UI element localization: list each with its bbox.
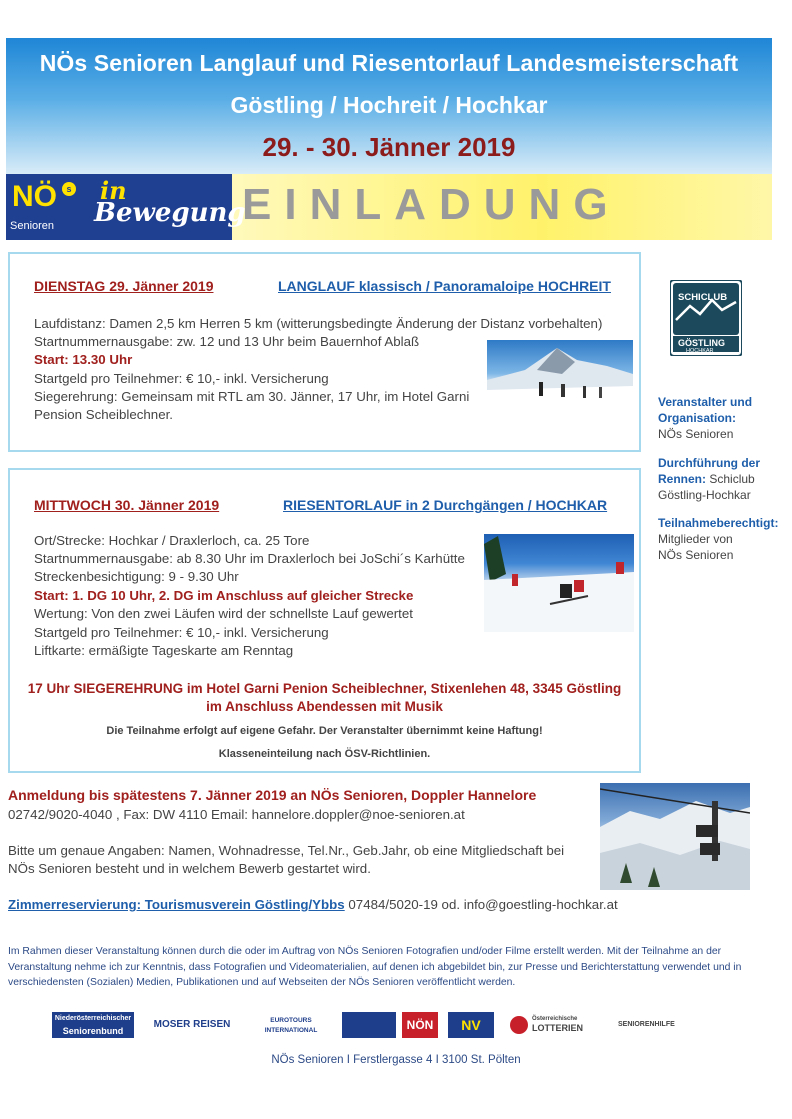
cross-country-photo (487, 340, 633, 414)
room-reservation-contact: 07484/5020-19 od. info@goestling-hochkar.at (344, 897, 618, 912)
invitation-banner (6, 174, 772, 240)
day1-line: Startnummernausgabe: zw. 12 und 13 Uhr beim Bauernhof Ablaß (34, 334, 420, 349)
schiclub-logo (670, 280, 742, 356)
event-location: Göstling / Hochreit / Hochkar (230, 92, 548, 118)
footer-address: NÖs Senioren I Ferstlergasse 4 I 3100 St. Pölten (271, 1054, 521, 1066)
noen-logo: NÖN (402, 1012, 438, 1038)
lotterien-icon (510, 1016, 528, 1034)
organizer-label-1: Veranstalter und (658, 395, 753, 409)
schiclub-top-text: SCHICLUB (678, 292, 728, 303)
seniorenbund-line-2: Seniorenbund (62, 1026, 124, 1036)
room-reservation (8, 897, 618, 912)
day2-line: Startgeld pro Teilnehmer: € 10,- inkl. Versicherung (34, 625, 329, 640)
moser-reisen-logo: MOSER REISEN (153, 1019, 231, 1030)
organizer-label-2: Organisation: (658, 411, 737, 425)
day1-line: Startgeld pro Teilnehmer: € 10,- inkl. Versicherung (34, 371, 329, 386)
logo-badge: s (62, 182, 76, 196)
participation-info (658, 515, 778, 563)
noe-wohnbau-logo (342, 1012, 396, 1038)
day2-start: Start: 1. DG 10 Uhr, 2. DG im Anschluss auf gleicher Strecke (34, 588, 414, 603)
photo-consent-notice: Im Rahmen dieser Veranstaltung können durch die oder im Auftrag von NÖs Senioren Fotografien und/oder Filme erstellt werden. Mit der Teilnahme an der Veranstaltung nehme ich zur Kenntnis, dass Fotografien und Videomaterialien, auf denen ich abgebildet bin, zur Presse und Berichterstattung verwendet und in verschiedensten (Sozialen) Medien, Publikationen und auf Webseiten der NÖs Senioren veröffentlicht werden. (8, 946, 742, 988)
schiclub-sub: HOCHKAR (686, 348, 714, 354)
race-value-1: Schiclub (709, 472, 755, 486)
seniorenhilfe-logo: SENIORENHILFE (618, 1021, 675, 1028)
day1-date: DIENSTAG 29. Jänner 2019 (34, 278, 214, 294)
class-rules: Klasseneinteilung nach ÖSV-Richtlinien. (218, 748, 431, 760)
seniorenbund-line-1: Niederösterreichischer (54, 1015, 132, 1022)
day2-line: Liftkarte: ermäßigte Tageskarte am Renntag (34, 643, 294, 658)
eurotours-logo (250, 1012, 332, 1038)
giant-slalom-photo (484, 534, 634, 632)
einladung-heading: EINLADUNG (242, 180, 621, 229)
disclaimer: Die Teilnahme erfolgt auf eigene Gefahr. Der Veranstalter übernimmt keine Haftung! (106, 725, 543, 737)
organizer-info (658, 394, 752, 442)
day1-line: Pension Scheiblechner. (34, 407, 173, 422)
day2-discipline: RIESENTORLAUF in 2 Durchgängen / HOCHKAR (283, 497, 608, 513)
organizer-value: NÖs Senioren (658, 427, 734, 441)
header-banner (6, 38, 772, 174)
event-dates: 29. - 30. Jänner 2019 (262, 132, 516, 162)
ceremony-line-1: 17 Uhr SIEGEREHRUNG im Hotel Garni Penion Scheiblechner, Stixenlehen 48, 3345 Göstling (27, 681, 622, 696)
lotterien-line-2: LOTTERIEN (532, 1023, 583, 1033)
eurotours-line-2: INTERNATIONAL (264, 1027, 318, 1034)
logo-bewegung-text: Bewegung (94, 198, 246, 228)
logo-sub-text: Senioren (10, 220, 55, 232)
sponsor-logos (52, 1012, 752, 1042)
logo-noe-text: NÖ (12, 180, 57, 213)
day2-date: MITTWOCH 30. Jänner 2019 (34, 497, 220, 513)
registration-info-1: Bitte um genaue Angaben: Namen, Wohnadresse, Tel.Nr., Geb.Jahr, ob eine Mitgliedschaft bei (8, 843, 565, 858)
race-value-2: Göstling-Hochkar (658, 488, 751, 502)
event-title: NÖs Senioren Langlauf und Riesentorlauf Landesmeisterschaft (39, 50, 739, 76)
lotterien-logo (532, 1012, 612, 1038)
lotterien-line-1: Österreichische (532, 1016, 578, 1022)
day2-line: Wertung: Von den zwei Läufen wird der schnellste Lauf gewertet (34, 606, 413, 621)
logo-in-text: in (100, 176, 127, 205)
schiclub-name: GÖSTLING (678, 338, 725, 348)
room-reservation-link[interactable]: Zimmerreservierung: Tourismusverein Göstling/Ybbs (8, 897, 345, 912)
day2-line: Startnummernausgabe: ab 8.30 Uhr im Draxlerloch bei JoSchi´s Karhütte (34, 551, 465, 566)
eurotours-line-1: EUROTOURS (270, 1017, 312, 1024)
participation-value-1: Mitglieder von (658, 532, 733, 546)
race-execution-info (658, 455, 760, 503)
day1-discipline: LANGLAUF klassisch / Panoramaloipe HOCHREIT (278, 278, 611, 294)
participation-value-2: NÖs Senioren (658, 548, 734, 562)
race-label-2: Rennen: (658, 472, 706, 486)
day1-start: Start: 13.30 Uhr (34, 352, 133, 367)
day2-line: Streckenbesichtigung: 9 - 9.30 Uhr (34, 569, 239, 584)
day1-line: Siegerehrung: Gemeinsam mit RTL am 30. Jänner, 17 Uhr, im Hotel Garni (34, 389, 470, 404)
nv-logo: NV (448, 1012, 494, 1038)
registration-title: Anmeldung bis spätestens 7. Jänner 2019 an NÖs Senioren, Doppler Hannelore (8, 787, 537, 803)
registration-contact: 02742/9020-4040 , Fax: DW 4110 Email: hannelore.doppler@noe-senioren.at (8, 807, 465, 822)
ceremony-line-2: im Anschluss Abendessen mit Musik (206, 699, 443, 714)
participation-label: Teilnahmeberechtigt: (658, 516, 779, 530)
registration-info-2: NÖs Senioren besteht und in welchem Bewerb gestartet wird. (8, 861, 371, 876)
race-label-1: Durchführung der (658, 456, 760, 470)
day2-line: Ort/Strecke: Hochkar / Draxlerloch, ca. 25 Tore (34, 533, 310, 548)
noe-senioren-logo (6, 174, 80, 240)
day1-line: Laufdistanz: Damen 2,5 km Herren 5 km (witterungsbedingte Änderung der Distanz vorbehalten) (34, 316, 603, 331)
seniorenbund-logo (52, 1012, 134, 1038)
ski-lift-photo (600, 783, 750, 890)
in-bewegung-logo (80, 174, 246, 240)
